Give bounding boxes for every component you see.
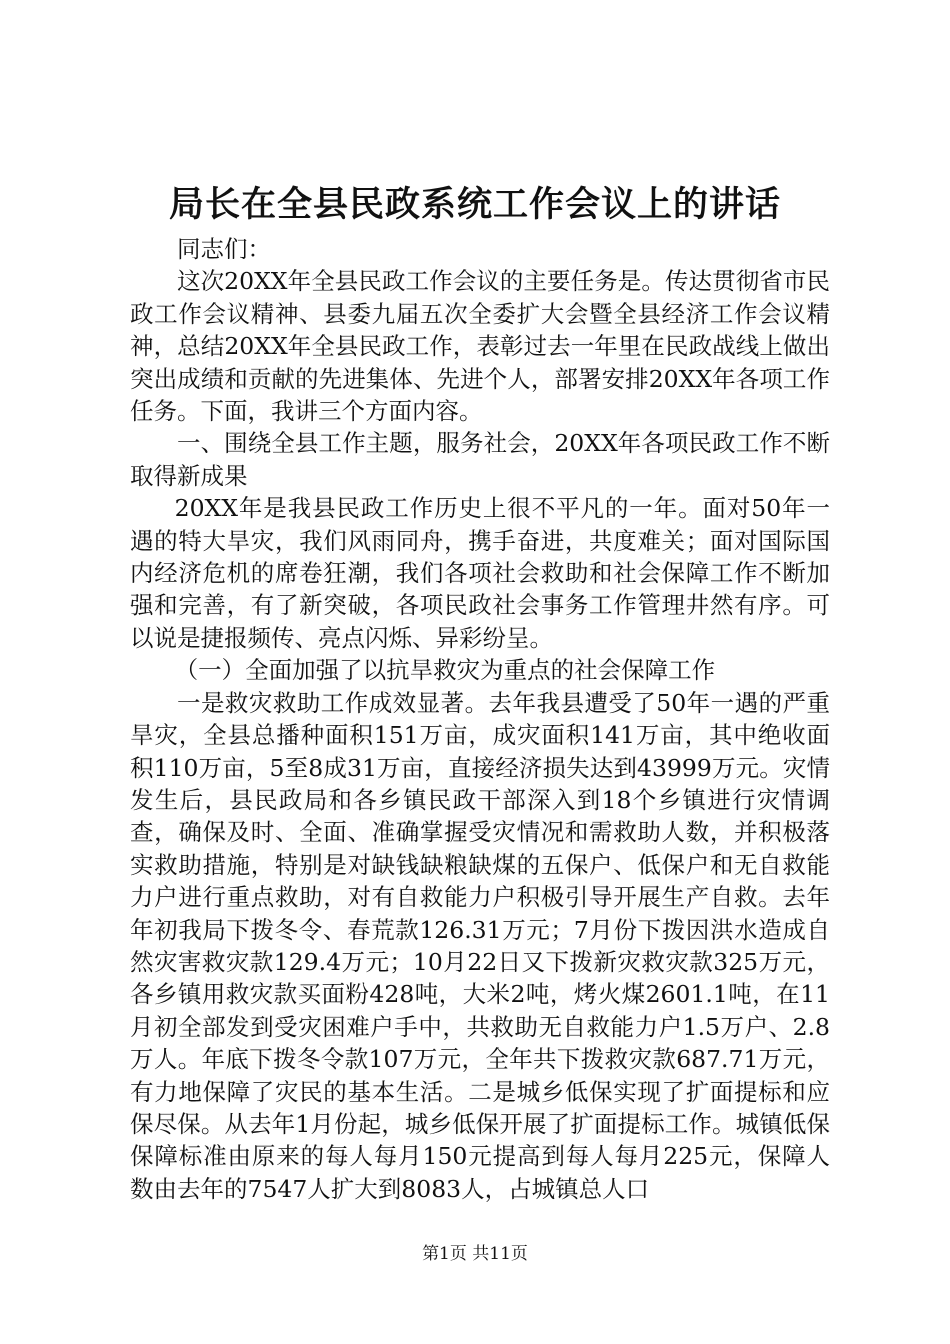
paragraph-overview: 20XX年是我县民政工作历史上很不平凡的一年。面对50年一遇的特大旱灾，我们风雨同舟，携手奋进，共度难关；面对国际国内经济危机的席卷狂潮，我们各项社会救助和社会保障工作不断加强和完善，有了新突破，各项民政社会事务工作管理井然有序。可以说是捷报频传、亮点闪烁、异彩纷呈。 [130, 494, 830, 652]
subsection-heading-one: （一）全面加强了以抗旱救灾为重点的社会保障工作 [174, 656, 716, 685]
document-body [130, 233, 830, 1205]
document-title: 局长在全县民政系统工作会议上的讲话 [168, 184, 781, 225]
paragraph-disaster-relief: 一是救灾救助工作成效显著。去年我县遭受了50年一遇的严重旱灾，全县总播种面积151万亩，成灾面积141万亩，其中绝收面积110万亩，5至8成31万亩，直接经济损失达到43999万元。灾情发生后，县民政局和各乡镇民政干部深入到18个乡镇进行灾情调查，确保及时、全面、准确掌握受灾情况和需救助人数，并积极落实救助措施，特别是对缺钱缺粮缺煤的五保户、低保户和无自救能力户进行重点救助，对有自救能力户积极引导开展生产自救。去年年初我局下拨冬令、春荒款126.31万元；7月份下拨因洪水造成自然灾害救灾款129.4万元；10月22日又下拨新灾救灾款325万元，各乡镇用救灾款买面粉428吨，大米2吨，烤火煤2601.1吨，在11月初全部发到受灾困难户手中，共救助无自救能力户1.5万户、2.8万人。年底下拨冬令款107万元，全年共下拨救灾款687.71万元，有力地保障了灾民的基本生活。二是城乡低保实现了扩面提标和应保尽保。从去年1月份起，城乡低保开展了扩面提标工作。城镇低保保障标准由原来的每人每月150元提高到每人每月225元，保障人数由去年的7547人扩大到8083人，占城镇总人口 [130, 688, 830, 1203]
page-footer: 第1页 共11页 [422, 1244, 528, 1264]
salutation: 同志们： [177, 235, 271, 263]
paragraph-intro: 这次20XX年全县民政工作会议的主要任务是。传达贯彻省市民政工作会议精神、县委九届五次全委扩大会暨全县经济工作会议精神，总结20XX年全县民政工作，表彰过去一年里在民政战线上做出突出成绩和贡献的先进集体、先进个人，部署安排20XX年各项工作任务。下面，我讲三个方面内容。 [130, 267, 830, 426]
section-heading-one: 一、围绕全县工作主题，服务社会，20XX年各项民政工作不断取得新成果 [130, 429, 830, 490]
